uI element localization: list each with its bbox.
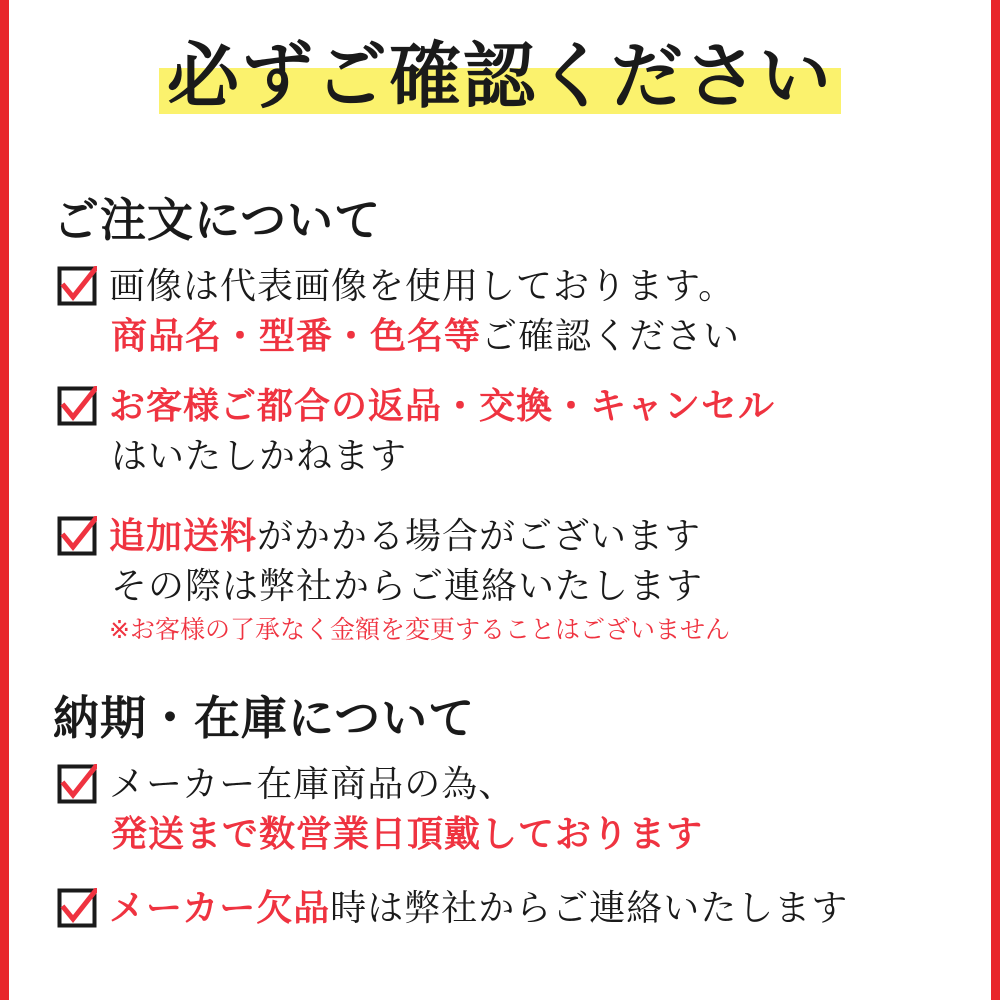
notice-item-lines — [109, 512, 730, 648]
notice-item — [57, 512, 730, 648]
notice-item — [57, 382, 775, 482]
notice-text-red: 商品名・型番・色名等 — [111, 316, 482, 357]
checkbox-checked-icon — [57, 386, 97, 426]
notice-item-lines — [109, 760, 703, 860]
notice-text-red: メーカー欠品 — [109, 888, 331, 929]
notice-sub-note: ※お客様の了承なく金額を変更することはございません — [109, 615, 730, 644]
section-heading-delivery: 納期・在庫について — [53, 691, 476, 745]
notice-text-black: 時は弊社からご連絡いたします — [330, 888, 849, 929]
notice-line — [109, 810, 703, 860]
page-title-text: 必ずご確認ください — [166, 34, 833, 118]
notice-item — [57, 262, 740, 362]
notice-text-red: 追加送料 — [109, 516, 258, 557]
notice-text-black: その際は弊社からご連絡いたします — [111, 566, 704, 607]
notice-text-red: お客様ご都合の返品・交換・キャンセル — [109, 386, 776, 427]
notice-line — [109, 760, 703, 810]
notice-item-lines — [109, 262, 740, 362]
notice-text-black: 画像は代表画像を使用しております。 — [109, 266, 736, 307]
notice-content — [9, 0, 991, 1000]
notice-item — [57, 884, 848, 934]
checkbox-checked-icon — [57, 888, 97, 928]
notice-item-lines — [109, 884, 848, 934]
notice-line — [109, 512, 730, 562]
page-title-wrapper — [9, 34, 991, 122]
notice-line — [109, 432, 775, 482]
section-heading-orders: ご注文について — [53, 193, 382, 247]
notice-line — [109, 562, 730, 612]
notice-item — [57, 760, 703, 860]
checkbox-checked-icon — [57, 266, 97, 306]
notice-item-lines — [109, 382, 775, 482]
page-title — [153, 34, 847, 122]
notice-text-black: ご確認ください — [481, 316, 741, 357]
notice-line — [109, 382, 775, 432]
notice-text-black: メーカー在庫商品の為、 — [109, 764, 516, 805]
notice-line — [109, 884, 848, 934]
notice-text-black: がかかる場合がございます — [257, 516, 702, 557]
notice-line — [109, 312, 740, 362]
checkbox-checked-icon — [57, 516, 97, 556]
notice-text-red: 発送まで数営業日頂戴しております — [111, 814, 704, 855]
notice-text-black: はいたしかねます — [111, 436, 408, 477]
notice-line — [109, 262, 740, 312]
checkbox-checked-icon — [57, 764, 97, 804]
